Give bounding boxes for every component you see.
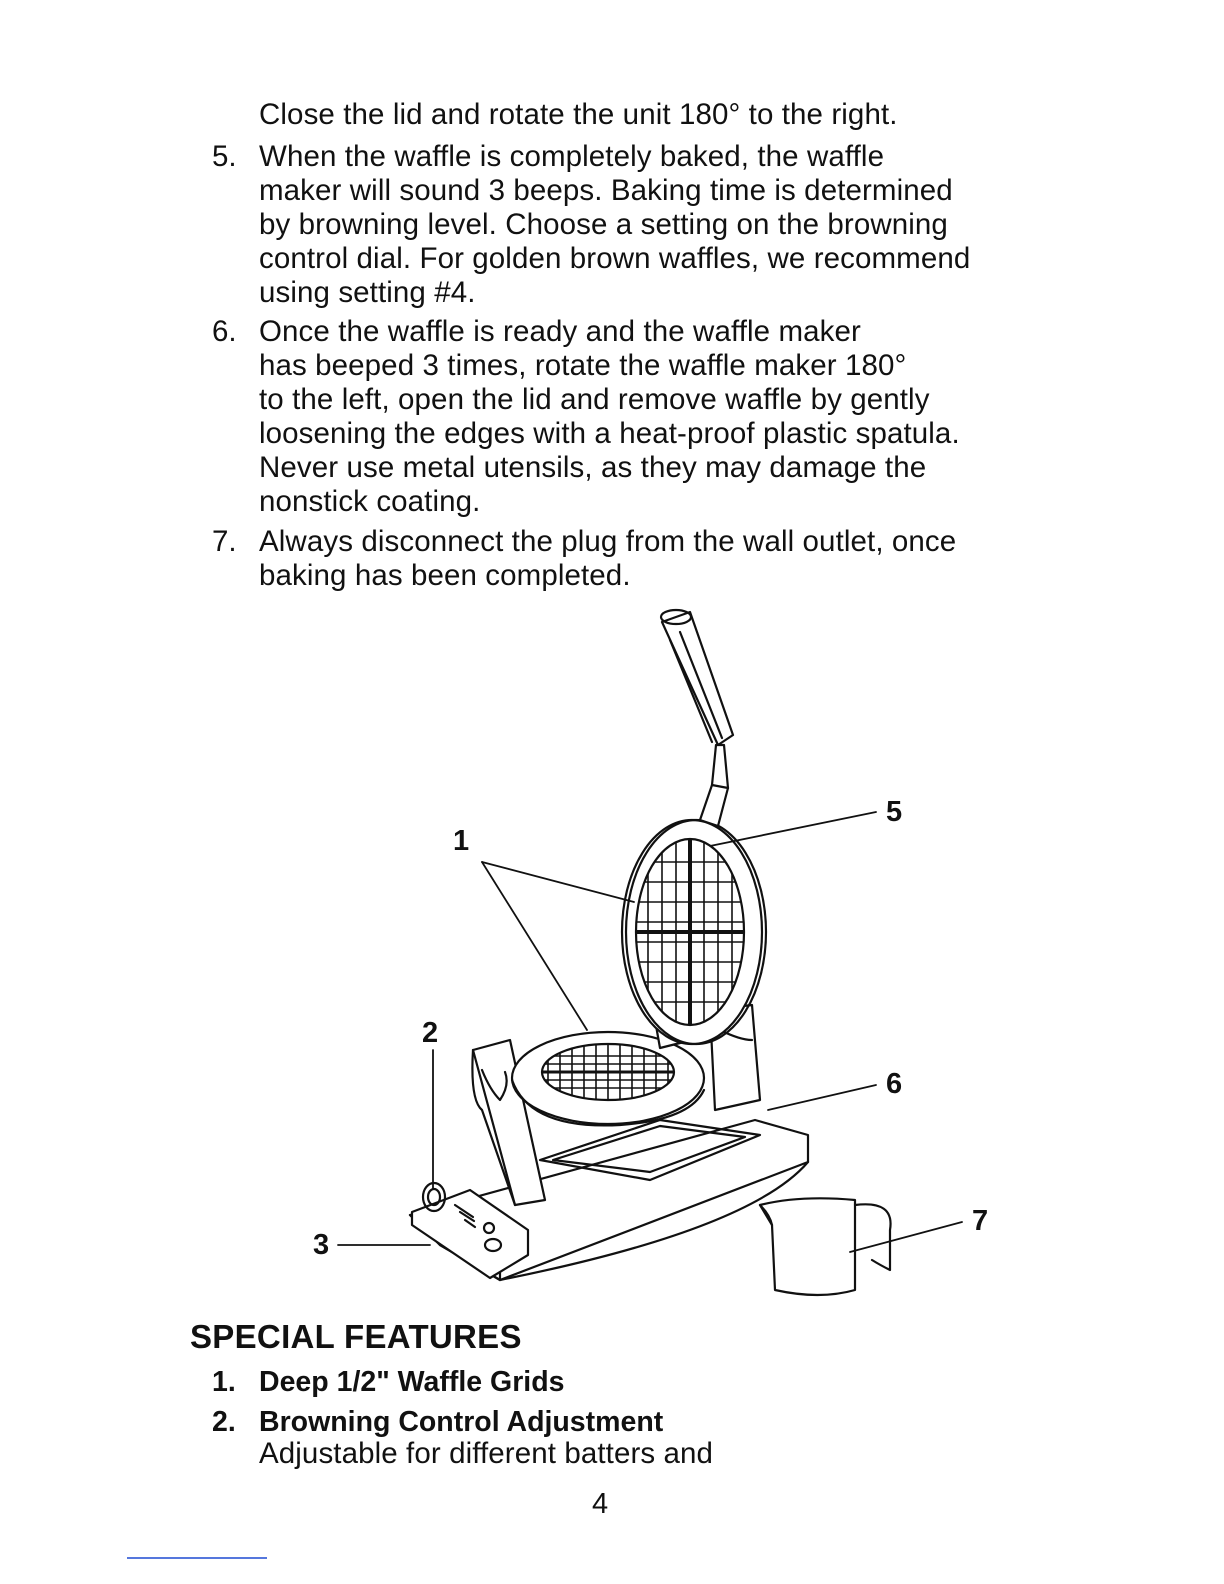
step-5-line: When the waffle is completely baked, the waffle bbox=[259, 140, 885, 173]
step-6-line: Never use metal utensils, as they may damage the bbox=[259, 451, 927, 484]
callout-7: 7 bbox=[972, 1205, 989, 1237]
step-5-line: maker will sound 3 beeps. Baking time is determined bbox=[259, 174, 953, 207]
step-5-number: 5. bbox=[212, 140, 237, 173]
callout-6: 6 bbox=[886, 1068, 903, 1100]
feature-2-title: Browning Control Adjustment bbox=[259, 1406, 664, 1438]
step-6-line: Once the waffle is ready and the waffle maker bbox=[259, 315, 861, 348]
callout-1: 1 bbox=[453, 825, 470, 857]
step-continuation-line: Close the lid and rotate the unit 180° to the right. bbox=[259, 98, 898, 131]
step-7-line: Always disconnect the plug from the wall outlet, once bbox=[259, 525, 957, 558]
callout-2: 2 bbox=[422, 1017, 439, 1049]
step-6-number: 6. bbox=[212, 315, 237, 348]
step-6-line: nonstick coating. bbox=[259, 485, 481, 518]
step-5-line: using setting #4. bbox=[259, 276, 476, 309]
callout-3: 3 bbox=[313, 1229, 330, 1261]
page-number: 4 bbox=[592, 1488, 609, 1520]
step-5-line: by browning level. Choose a setting on the browning bbox=[259, 208, 948, 241]
step-6-line: has beeped 3 times, rotate the waffle maker 180° bbox=[259, 349, 907, 382]
step-6-line: loosening the edges with a heat-proof plastic spatula. bbox=[259, 417, 960, 450]
feature-2-number: 2. bbox=[212, 1406, 236, 1438]
bottom-waffle-plate-icon bbox=[512, 1032, 704, 1125]
step-7-line: baking has been completed. bbox=[259, 559, 631, 592]
step-5-line: control dial. For golden brown waffles, we recommend bbox=[259, 242, 971, 275]
footer-rule bbox=[127, 1557, 267, 1559]
feature-1-number: 1. bbox=[212, 1366, 236, 1398]
feature-1-title: Deep 1/2" Waffle Grids bbox=[259, 1366, 565, 1398]
handle-icon bbox=[661, 610, 733, 826]
step-6-line: to the left, open the lid and remove waffle by gently bbox=[259, 383, 930, 416]
step-7-number: 7. bbox=[212, 525, 237, 558]
callout-5: 5 bbox=[886, 796, 903, 828]
feature-2-description: Adjustable for different batters and bbox=[259, 1437, 714, 1470]
special-features-heading: SPECIAL FEATURES bbox=[190, 1318, 522, 1355]
